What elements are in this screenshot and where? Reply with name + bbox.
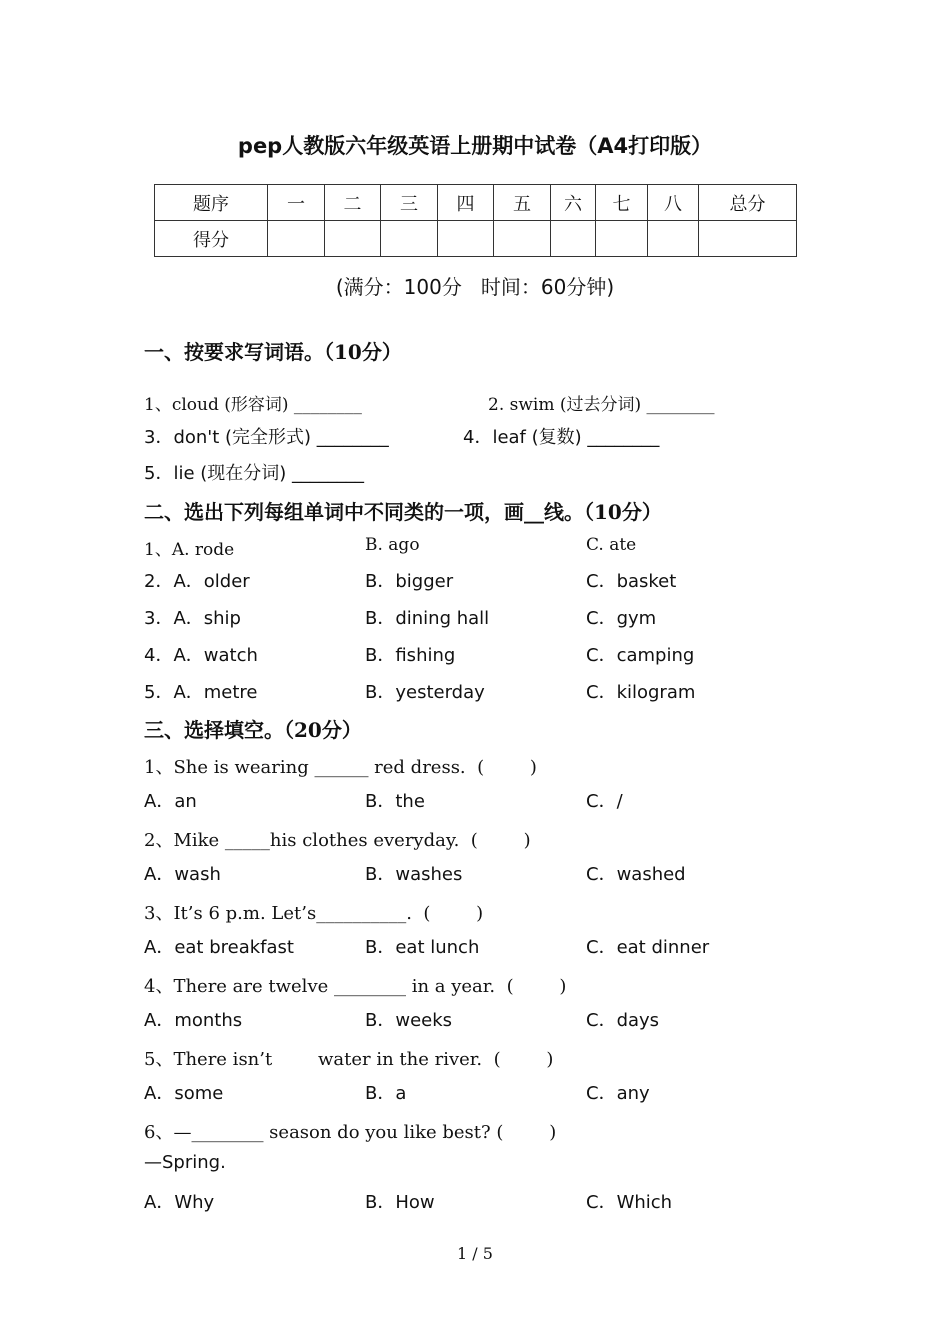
s3-q4-option-a: A．months	[144, 1010, 243, 1031]
score-cell	[438, 221, 494, 257]
header-cell: 六	[551, 185, 596, 221]
score-cell	[325, 221, 381, 257]
s2-row4-b: B．fishing	[365, 645, 456, 666]
s3-q3-option-a: A．eat breakfast	[144, 937, 294, 958]
score-cell	[381, 221, 438, 257]
header-cell: 七	[596, 185, 648, 221]
score-cell	[699, 221, 797, 257]
score-row-label: 得分	[155, 221, 268, 257]
s3-q2-option-a: A．wash	[144, 864, 221, 885]
s3-q6-option-c: C．Which	[586, 1192, 673, 1213]
score-cell	[494, 221, 551, 257]
score-table	[154, 184, 797, 257]
page-number: 1 / 5	[457, 1244, 493, 1263]
s2-row4-a: 4．A．watch	[144, 645, 258, 666]
s3-q6-option-b: B．How	[365, 1192, 435, 1213]
s3-q6-answer-line: —Spring.	[144, 1152, 226, 1173]
header-cell: 四	[438, 185, 494, 221]
score-table-score-row	[155, 221, 797, 257]
s2-row2-a: 2．A．older	[144, 571, 250, 592]
s2-row2-b: B．bigger	[365, 571, 454, 592]
s3-q3-option-c: C．eat dinner	[586, 937, 710, 958]
s1-item-5: 5．lie (现在分词) ________	[144, 463, 365, 484]
s2-row5-a: 5．A．metre	[144, 682, 258, 703]
s3-q5-option-b: B．a	[365, 1083, 407, 1104]
section2-heading: 二、选出下列每组单词中不同类的一项，画__线。（10分）	[144, 500, 662, 524]
header-cell: 三	[381, 185, 438, 221]
s3-q5-option-c: C．any	[586, 1083, 650, 1104]
header-cell: 题序	[155, 185, 268, 221]
score-cell	[268, 221, 325, 257]
s2-row3-a: 3．A．ship	[144, 608, 241, 629]
s1-item-4: 4．leaf (复数) ________	[463, 427, 660, 448]
exam-info: (满分：100分 时间：60分钟)	[335, 275, 615, 299]
s3-question-1: 1、She is wearing ______ red dress. ( )	[144, 757, 537, 778]
score-cell	[551, 221, 596, 257]
s2-row1-a: 1、A. rode	[144, 540, 235, 560]
s2-row1-c: C. ate	[586, 535, 637, 555]
score-table-header-row	[155, 185, 797, 221]
s2-row5-b: B．yesterday	[365, 682, 485, 703]
s1-item-1: 1、cloud (形容词) ________	[144, 395, 362, 415]
header-cell: 总分	[699, 185, 797, 221]
s3-q3-option-b: B．eat lunch	[365, 937, 480, 958]
s3-q1-option-a: A．an	[144, 791, 197, 812]
section1-heading: 一、按要求写词语。（10分）	[144, 340, 402, 364]
s3-q5-option-a: A．some	[144, 1083, 224, 1104]
score-cell	[648, 221, 699, 257]
s3-q6-option-a: A．Why	[144, 1192, 215, 1213]
s3-q2-option-c: C．washed	[586, 864, 686, 885]
s1-item-2: 2. swim (过去分词) ________	[488, 395, 715, 415]
s1-item-3: 3．don't (完全形式) ________	[144, 427, 389, 448]
score-cell	[596, 221, 648, 257]
header-cell: 八	[648, 185, 699, 221]
s2-row4-c: C．camping	[586, 645, 695, 666]
s3-question-6: 6、—________ season do you like best? ( )	[144, 1122, 557, 1143]
s3-question-2: 2、Mike _____his clothes everyday. ( )	[144, 830, 531, 851]
s3-q4-option-c: C．days	[586, 1010, 660, 1031]
s3-q1-option-b: B．the	[365, 791, 425, 812]
section3-heading: 三、选择填空。（20分）	[144, 718, 362, 742]
s3-q2-option-b: B．washes	[365, 864, 463, 885]
s3-question-4: 4、There are twelve ________ in a year. ( )	[144, 976, 567, 997]
s2-row5-c: C．kilogram	[586, 682, 696, 703]
s2-row3-b: B．dining hall	[365, 608, 490, 629]
s2-row3-c: C．gym	[586, 608, 657, 629]
s3-q4-option-b: B．weeks	[365, 1010, 453, 1031]
s3-question-5: 5、There isn’t water in the river. ( )	[144, 1049, 554, 1070]
header-cell: 一	[268, 185, 325, 221]
page-title: pep人教版六年级英语上册期中试卷（A4打印版）	[237, 134, 713, 158]
header-cell: 五	[494, 185, 551, 221]
header-cell: 二	[325, 185, 381, 221]
s3-question-3: 3、It’s 6 p.m. Let’s__________. ( )	[144, 903, 484, 924]
s2-row1-b: B. ago	[365, 535, 420, 555]
s3-q1-option-c: C．/	[586, 791, 623, 812]
s2-row2-c: C．basket	[586, 571, 677, 592]
